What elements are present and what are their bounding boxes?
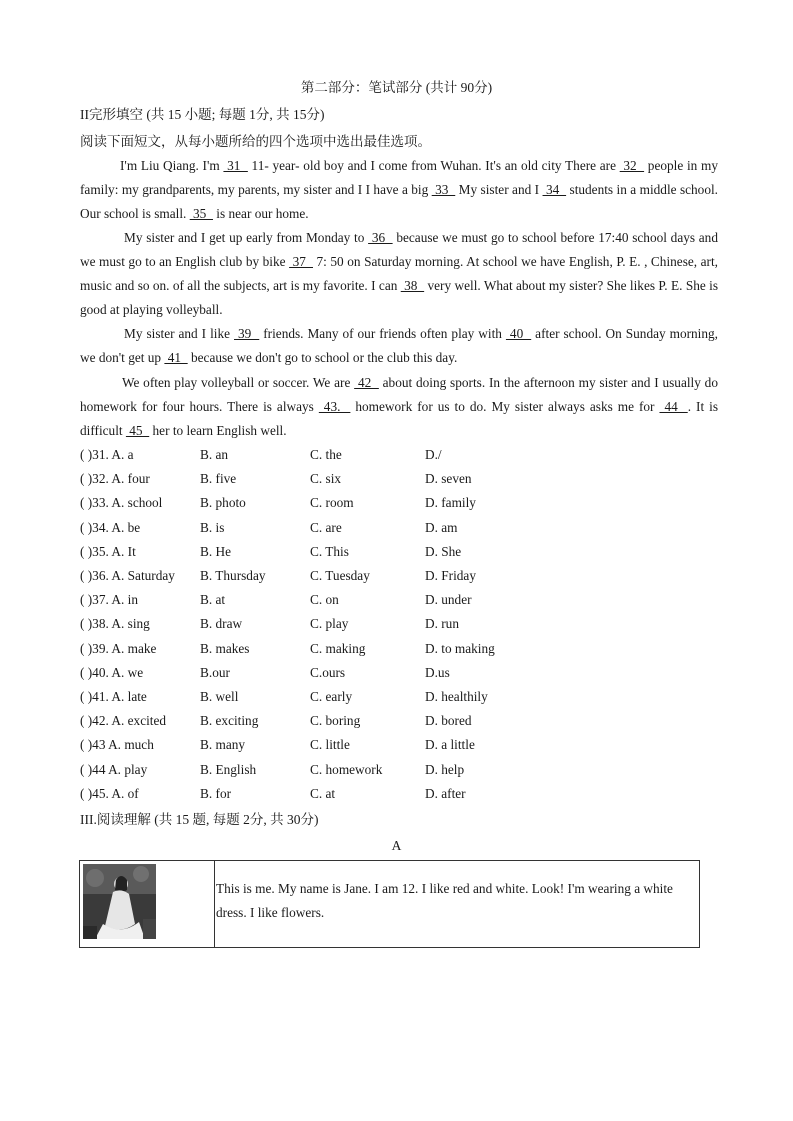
question-option-d: D.us (425, 664, 450, 680)
answer-blank: 33 (431, 182, 456, 197)
question-option-c: C. six (310, 471, 342, 487)
passage-text: . It is difficult (80, 399, 718, 438)
passage-paragraph-2 (80, 226, 718, 322)
answer-blank: 43. (318, 399, 351, 414)
reading-part-a-label: A (391, 838, 402, 853)
answer-blank: 38 (400, 278, 425, 293)
question-row (80, 661, 720, 685)
question-option-d: D. a little (425, 737, 475, 753)
question-option-b: B. He (200, 543, 232, 559)
passage-text: My sister and I get up early from Monday to (124, 230, 369, 245)
question-row (80, 540, 720, 564)
question-option-c: C. Tuesday (310, 568, 370, 583)
reading-a-table (79, 860, 700, 948)
question-row (80, 516, 720, 540)
question-option-b: B. an (200, 447, 229, 462)
question-option-a: ( )34. A. be (80, 519, 141, 535)
passage-text: because we don't go to school or the club this day. (187, 350, 458, 365)
passage-text: 7: 50 on Saturday morning. At school we have English, P. E. , Chinese, art, music and so on. of all the subjects, art is my favorite. I can (80, 254, 718, 293)
question-row (80, 467, 720, 491)
question-option-c: C. are (310, 519, 342, 535)
reading-a-text: This is me. My name is Jane. I am 12. I like red and white. Look! I'm wearing a white dress. I like flowers. (216, 881, 673, 920)
passage-paragraph-3 (80, 322, 718, 370)
passage-paragraph-1 (80, 154, 718, 226)
question-option-d: D. to making (425, 640, 495, 656)
question-option-b: B. exciting (200, 713, 259, 729)
question-option-c: C. the (310, 447, 342, 462)
passage-text: My sister and I like (124, 326, 235, 341)
answer-blank: 42 (354, 375, 379, 390)
passage-text: We often play volleyball or soccer. We are (122, 375, 355, 390)
passage-text: is near our home. (212, 206, 309, 221)
passage-text: very well. What about my sister? She likes P. E. She is good at playing volleyball. (80, 278, 718, 317)
question-row (80, 564, 720, 588)
question-option-c: C. This (310, 543, 349, 559)
table-divider (214, 861, 215, 947)
question-option-b: B. English (200, 761, 257, 777)
passage-text: because we must go to school before 17:40 school days and we must go to an English club by bike (80, 230, 718, 269)
question-option-d: D. under (425, 592, 472, 608)
question-option-c: C. making (310, 640, 366, 656)
question-option-a: ( )39. A. make (80, 640, 157, 656)
passage-text: students in a middle school. Our school is small. (80, 182, 718, 221)
question-option-a: ( )31. A. a (80, 447, 134, 462)
question-row (80, 588, 720, 612)
question-option-a: ( )37. A. in (80, 592, 138, 608)
question-row (80, 782, 720, 806)
question-option-c: C. boring (310, 713, 361, 729)
question-row (80, 612, 720, 636)
question-option-c: C. homework (310, 761, 383, 777)
question-option-c: C. little (310, 737, 350, 753)
answer-blank: 39 (234, 326, 260, 341)
answer-blank: 45 (125, 423, 150, 438)
question-option-d: D. healthily (425, 689, 488, 704)
question-option-c: C. play (310, 616, 349, 632)
question-row (80, 709, 720, 733)
question-option-a: ( )44 A. play (80, 761, 148, 777)
answer-blank: 44 (659, 399, 688, 414)
question-option-a: ( )33. A. school (80, 495, 163, 511)
question-option-c: C.ours (310, 664, 346, 680)
answer-blank: 31 (223, 158, 248, 173)
question-option-a: ( )40. A. we (80, 664, 144, 680)
question-option-d: D. bored (425, 713, 472, 729)
answer-blank: 40 (505, 326, 532, 341)
question-option-d: D. am (425, 519, 458, 535)
question-option-b: B. at (200, 592, 226, 608)
passage-text: 11- year- old boy and I come from Wuhan. It's an old city There are (247, 158, 620, 173)
question-option-b: B. photo (200, 495, 246, 511)
question-option-c: C. at (310, 785, 336, 801)
question-option-d: D. Friday (425, 568, 476, 583)
question-option-d: D. after (425, 785, 466, 801)
section-2-heading: II完形填空 (共 15 小题; 每题 1分, 共 15分) (80, 107, 325, 122)
passage-paragraph-4 (80, 371, 718, 443)
question-option-c: C. early (310, 689, 353, 704)
answer-blank: 36 (368, 230, 393, 245)
question-option-b: B. for (200, 785, 232, 801)
answer-blank: 34 (542, 182, 567, 197)
question-option-b: B.our (200, 664, 230, 680)
question-row (80, 491, 720, 515)
question-option-b: B. Thursday (200, 568, 266, 583)
page-title: 第二部分：笔试部分 (共计 90分) (300, 80, 493, 95)
question-option-b: B. well (200, 689, 239, 704)
question-option-d: D./ (425, 447, 442, 462)
passage-text: after school. On Sunday morning, we don't get up (80, 326, 719, 365)
question-option-d: D. run (425, 616, 459, 632)
section-2-instruction: 阅读下面短文，从每小题所给的四个选项中选出最佳选项。 (80, 134, 431, 149)
question-option-a: ( )41. A. late (80, 689, 147, 704)
question-option-a: ( )43 A. much (80, 737, 154, 753)
answer-blank: 32 (619, 158, 645, 173)
question-option-a: ( )35. A. It (80, 543, 136, 559)
passage-text: people in my family: my grandparents, my parents, my sister and I I have a big (80, 158, 718, 197)
question-row (80, 758, 720, 782)
answer-blank: 41 (164, 350, 188, 365)
question-option-c: C. room (310, 495, 354, 511)
question-option-a: ( )42. A. excited (80, 713, 167, 729)
question-option-a: ( )36. A. Saturday (80, 568, 175, 583)
question-option-d: D. She (425, 543, 462, 559)
question-option-a: ( )45. A. of (80, 785, 139, 801)
answer-blank: 37 (289, 254, 313, 269)
question-option-a: ( )32. A. four (80, 471, 150, 487)
section-3-heading: III.阅读理解 (共 15 题, 每题 2分, 共 30分) (80, 812, 319, 827)
girl-photo-image (83, 864, 156, 939)
question-option-d: D. seven (425, 471, 472, 487)
question-option-a: ( )38. A. sing (80, 616, 150, 632)
question-option-b: B. five (200, 471, 237, 487)
question-option-d: D. family (425, 495, 476, 511)
passage-text: friends. Many of our friends often play with (259, 326, 506, 341)
question-option-b: B. is (200, 519, 225, 535)
passage-text: My sister and I (455, 182, 543, 197)
question-row (80, 443, 720, 467)
passage-text: about doing sports. In the afternoon my sister and I usually do homework for four hours. There is always (80, 375, 718, 414)
passage-text: homework for us to do. My sister always asks me for (350, 399, 660, 414)
passage-text: her to learn English well. (149, 423, 287, 438)
question-option-d: D. help (425, 761, 465, 777)
question-option-b: B. many (200, 737, 246, 753)
question-option-c: C. on (310, 592, 339, 608)
question-option-b: B. draw (200, 616, 243, 632)
question-option-b: B. makes (200, 640, 250, 656)
question-row (80, 733, 720, 757)
question-row (80, 685, 720, 709)
passage-text: I'm Liu Qiang. I'm (120, 158, 224, 173)
answer-blank: 35 (189, 206, 213, 221)
question-row (80, 637, 720, 661)
girl-photo (83, 864, 156, 939)
